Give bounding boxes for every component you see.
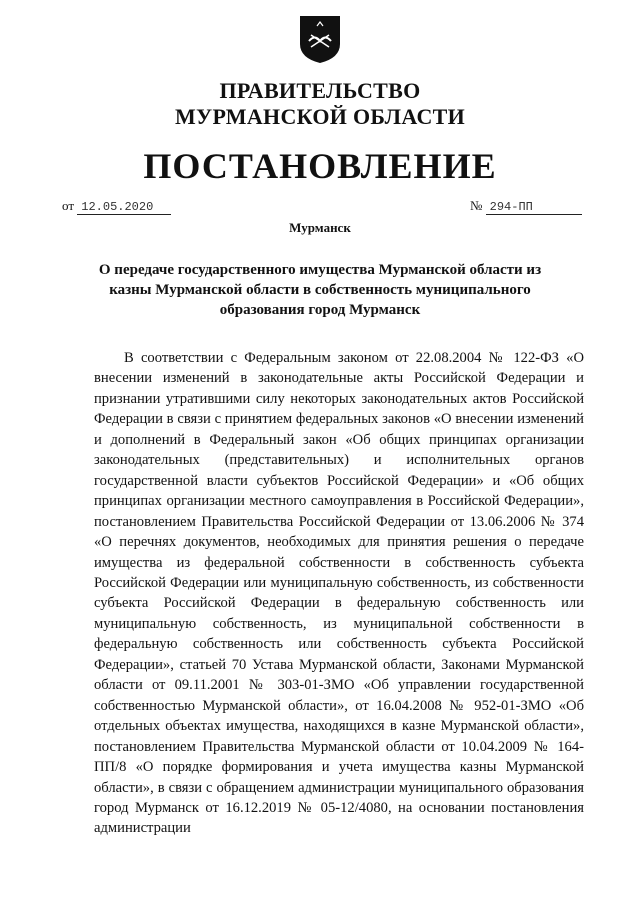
date-value: 12.05.2020 bbox=[77, 200, 171, 215]
coat-of-arms-icon bbox=[298, 14, 342, 64]
date-prefix: от bbox=[62, 198, 75, 213]
city-name: Мурманск bbox=[289, 220, 351, 235]
number-prefix: № bbox=[470, 198, 483, 213]
document-type-heading: ПОСТАНОВЛЕНИЕ bbox=[143, 146, 497, 186]
number-value: 294-ПП bbox=[486, 200, 582, 215]
government-line-2: МУРМАНСКОЙ ОБЛАСТИ bbox=[174, 104, 466, 129]
government-line-1: ПРАВИТЕЛЬСТВО bbox=[219, 78, 421, 103]
body-paragraph: В соответствии с Федеральным законом от 22.08.2004 № 122-ФЗ «О внесении изменений в законодательные акты Российской Федерации и признании утратившими силу некоторых законодательных актов Российской Федерации в связи с принятием федеральных законов «О внесении изменений и дополнений в Федеральный закон «Об общих принципах организации законодательных (представительных) и исполнительных органов государственной власти субъектов Российской Федерации» и «Об общих принципах организации местного самоуправления в Российской Федерации», постановлением Правительства Российской Федерации от 13.06.2006 № 374 «О перечнях документов, необходимых для принятия решения о передаче имущества из федеральной собственности в собственность субъекта Российской Федерации или муниципальную собственность, из собственности субъекта Российской Федерации в федеральную собственность или муниципальную собственность, из муниципальной собственности в федеральную собственность или собственность субъекта Российской Федерации», статьей 70 Устава Мурманской области, Законами Мурманской области от 09.11.2001 № 303-01-ЗМО «Об управлении государственной собственностью Мурманской области», от 16.04.2008 № 952-01-ЗМО «Об отдельных объектах имущества, находящихся в казне Мурманской области», постановлением Правительства Мурманской области от 10.04.2009 № 164-ПП/8 «О порядке формирования и учета имущества казны Мурманской области», в связи с обращением администрации муниципального образования город Мурманск от 16.12.2019 № 05-12/4080, на основании постановления администрации bbox=[94, 350, 584, 837]
document-title: О передаче государственного имущества Мурманской области из казны Мурманской области в собственность муниципального образования город Мурманск bbox=[98, 262, 542, 318]
document-body bbox=[94, 348, 584, 839]
government-name bbox=[0, 78, 640, 130]
number-row bbox=[470, 198, 582, 215]
date-row bbox=[62, 198, 171, 215]
